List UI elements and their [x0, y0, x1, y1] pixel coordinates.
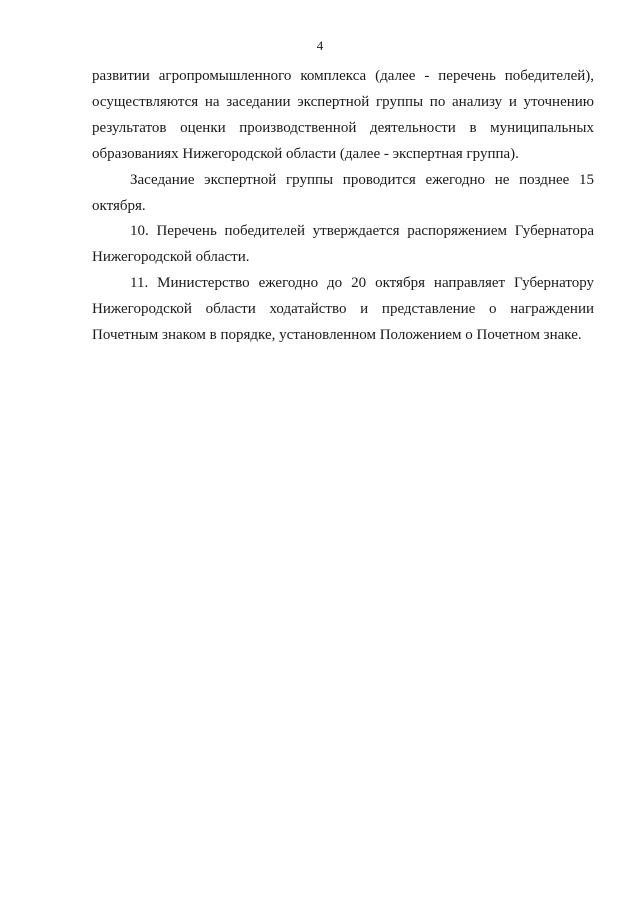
- paragraph-11-ministry-petition: 11. Министерство ежегодно до 20 октября направляет Губернатору Нижегородской области ходатайство и представление о награждении Почетным знаком в порядке, установленном Положением о Почетном знаке.: [92, 275, 594, 344]
- paragraph-expert-group-meeting: Заседание экспертной группы проводится ежегодно не позднее 15 октября.: [92, 171, 594, 214]
- paragraph-continuation: развитии агропромышленного комплекса (далее - перечень победителей), осуществляются на заседании экспертной группы по анализу и уточнению результатов оценки производственной деятельности в муниципальных образованиях Нижегородской области (далее - экспертная группа).: [92, 68, 594, 162]
- paragraph-10-winners-list: 10. Перечень победителей утверждается распоряжением Губернатора Нижегородской области.: [92, 223, 594, 266]
- document-body: [92, 64, 594, 349]
- page-number: 4: [316, 38, 324, 53]
